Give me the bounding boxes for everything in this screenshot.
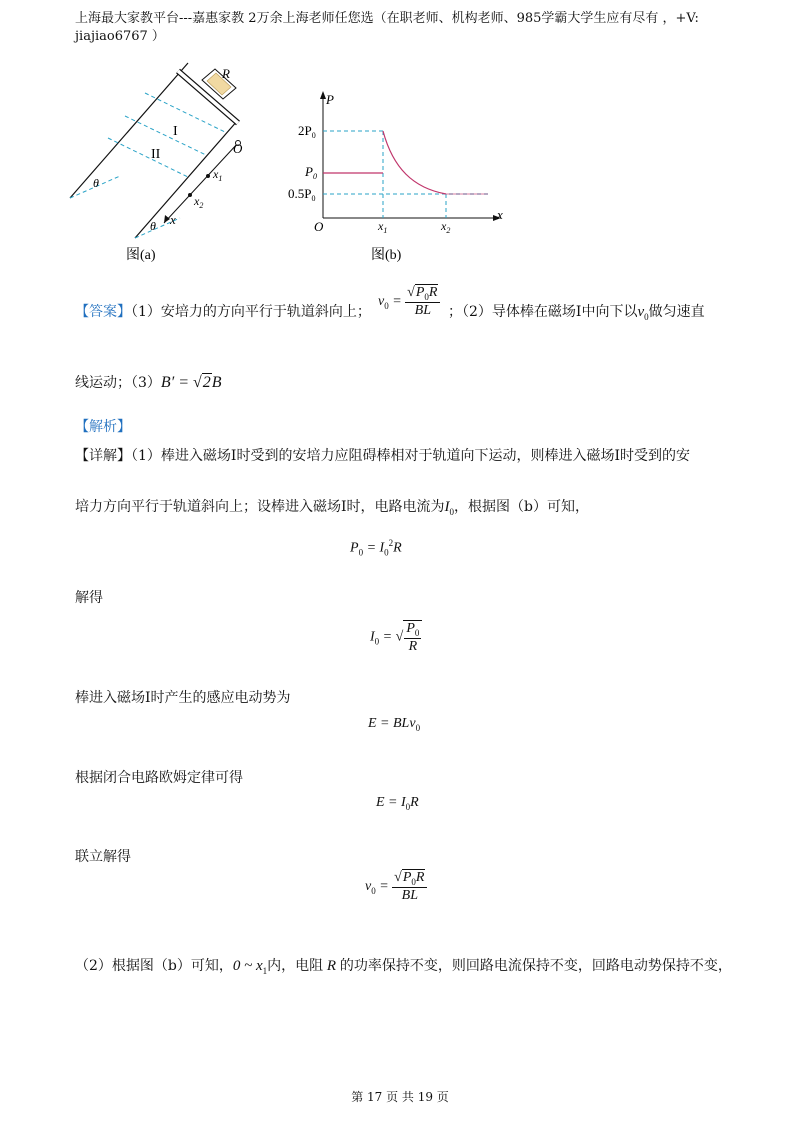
ohm-intro: 根据闭合电路欧姆定律可得 bbox=[75, 770, 243, 786]
tick-2p0: $2P_0$ bbox=[298, 123, 316, 140]
axis-x-label: x bbox=[170, 212, 176, 227]
equation-emf: E = BLv$_0$ bbox=[368, 716, 421, 733]
x-axis-line bbox=[164, 143, 238, 223]
figure-a-caption: 图(a) bbox=[126, 248, 156, 263]
answer-line-1b: ；（2）导体棒在磁场I中向下以$v_0$做匀速直 bbox=[448, 304, 705, 322]
theta-1-label: θ bbox=[93, 176, 99, 190]
theta-2-label: θ bbox=[150, 219, 156, 233]
power-decay-curve bbox=[383, 131, 446, 194]
answer-part-1: （1）安培力的方向平行于轨道斜向上； bbox=[131, 304, 371, 320]
page-header bbox=[75, 10, 735, 46]
page-footer: 第 17 页 共 19 页 bbox=[351, 1090, 449, 1104]
rail-left bbox=[70, 63, 188, 198]
origin-label: O bbox=[314, 219, 324, 234]
answer-tag: 【答案】 bbox=[75, 304, 131, 320]
answer-v0-formula: $v_0$ = $\frac{√P_0R}{BL}$ bbox=[378, 285, 440, 319]
figure-b-power-graph bbox=[278, 88, 518, 268]
answer-line-1 bbox=[75, 302, 371, 322]
region-1-label: I bbox=[173, 124, 178, 139]
answer-line-2: 线运动；（3）B′ = √2B bbox=[75, 374, 222, 391]
equation-current: $I_0$ = √ $\frac{P_0}{R}$ bbox=[370, 620, 422, 655]
analysis-paragraph-3: （2）根据图（b）可知，0 ~ $x_1$内，电阻 R 的功率保持不变，则回路电流保持不变，回路电动势保持不变， bbox=[75, 958, 732, 976]
x2-label: $x_2$ bbox=[194, 194, 204, 210]
equation-power: $P_0 = I_0^2R$ bbox=[350, 538, 402, 558]
equation-v0: $v_0$ = $\frac{√P_0R}{BL}$ bbox=[365, 870, 427, 904]
region-2-label: II bbox=[151, 147, 161, 162]
x1-tick: $x_1$ bbox=[378, 219, 388, 235]
tick-p0: $P_0$ bbox=[305, 164, 317, 181]
resistor-label: R bbox=[222, 66, 230, 81]
x-axis-label: x bbox=[497, 207, 503, 222]
x1-label: $x_1$ bbox=[213, 167, 223, 183]
tick-05p0: $0.5P_0$ bbox=[288, 186, 316, 203]
analysis-paragraph-1: 【详解】（1）棒进入磁场I时受到的安培力应阻碍棒相对于轨道向下运动，则棒进入磁场I时受到的安 bbox=[75, 448, 690, 464]
joint-solve-label: 联立解得 bbox=[75, 849, 131, 865]
origin-label: O bbox=[233, 141, 243, 156]
field-boundary-2 bbox=[125, 116, 206, 155]
analysis-tag: 【解析】 bbox=[75, 419, 131, 435]
field-boundary-3 bbox=[108, 138, 188, 177]
analysis-paragraph-2: 培力方向平行于轨道斜向上；设棒进入磁场I时，电路电流为$I_0$，根据图（b）可知， bbox=[75, 499, 589, 517]
figure-b-caption: 图(b) bbox=[371, 248, 402, 263]
header-line-2: jiajiao6767 ） bbox=[75, 29, 165, 44]
header-line-1: 上海最大家教平台---嘉惠家教 2万余上海老师任您选（在职老师、机构老师、985学霸大学生应有尽有 ，+V: bbox=[75, 11, 699, 26]
figure-a-incline-diagram bbox=[60, 58, 260, 263]
x2-tick: $x_2$ bbox=[441, 219, 451, 235]
equation-ohm: $E = I_0R$ bbox=[376, 795, 419, 812]
emf-intro: 棒进入磁场I时产生的感应电动势为 bbox=[75, 690, 291, 706]
solve-label-1: 解得 bbox=[75, 590, 103, 606]
y-axis-label: P bbox=[326, 92, 334, 107]
